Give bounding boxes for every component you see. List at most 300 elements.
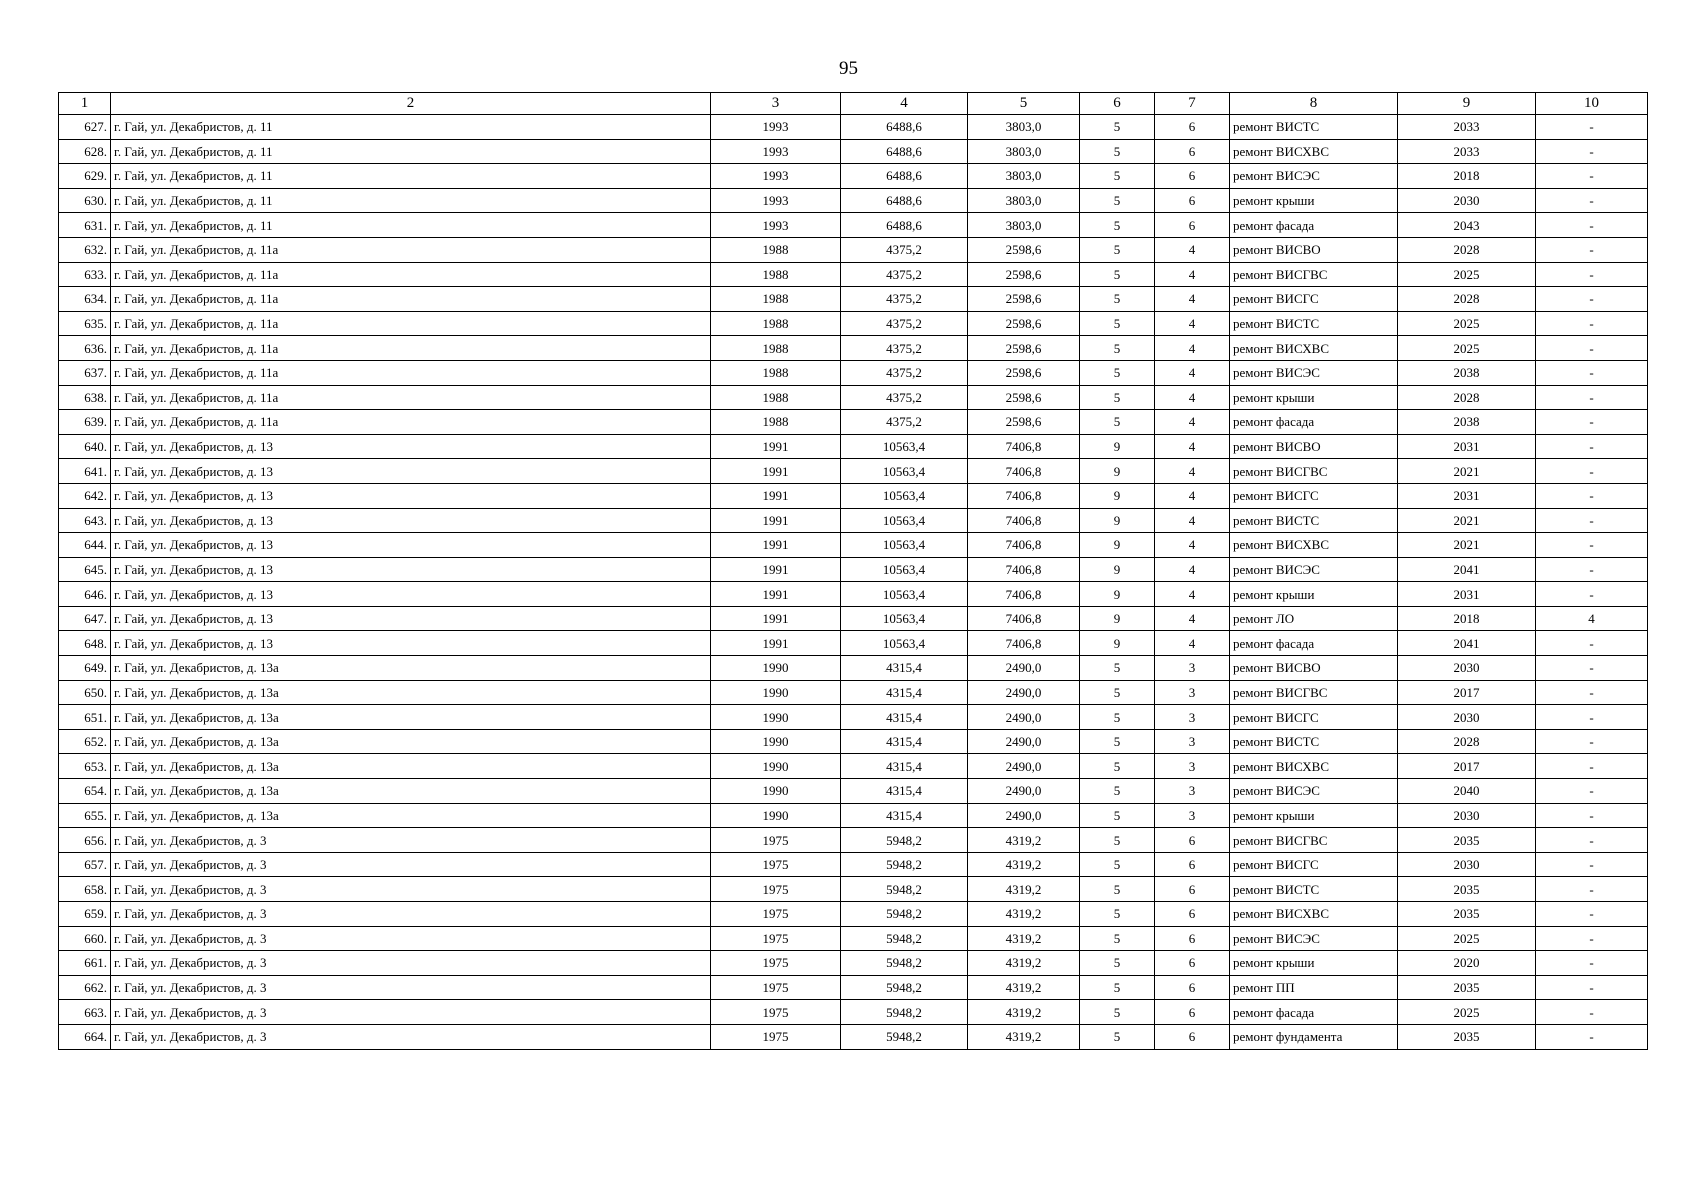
table-row — [59, 926, 1648, 951]
extra-value-cell: - — [1536, 508, 1648, 533]
entrances-cell: 4 — [1155, 262, 1230, 287]
planned-year-cell: 2035 — [1398, 902, 1536, 927]
living-area-cell: 2490,0 — [968, 803, 1080, 828]
build-year-cell: 1991 — [711, 631, 841, 656]
planned-year-cell: 2020 — [1398, 951, 1536, 976]
column-header: 2 — [111, 93, 711, 115]
address-cell: г. Гай, ул. Декабристов, д. 13а — [111, 705, 711, 730]
extra-value-cell: - — [1536, 1000, 1648, 1025]
work-type-cell: ремонт ВИСВО — [1230, 656, 1398, 681]
address-cell: г. Гай, ул. Декабристов, д. 11а — [111, 360, 711, 385]
extra-value-cell: - — [1536, 188, 1648, 213]
build-year-cell: 1993 — [711, 213, 841, 238]
total-area-cell: 4375,2 — [841, 287, 968, 312]
floors-cell: 5 — [1080, 311, 1155, 336]
table-row — [59, 483, 1648, 508]
planned-year-cell: 2030 — [1398, 803, 1536, 828]
column-header: 1 — [59, 93, 111, 115]
total-area-cell: 5948,2 — [841, 828, 968, 853]
address-cell: г. Гай, ул. Декабристов, д. 13 — [111, 434, 711, 459]
extra-value-cell: - — [1536, 754, 1648, 779]
floors-cell: 5 — [1080, 828, 1155, 853]
table-row — [59, 336, 1648, 361]
build-year-cell: 1991 — [711, 557, 841, 582]
living-area-cell: 3803,0 — [968, 188, 1080, 213]
extra-value-cell: - — [1536, 705, 1648, 730]
table-row — [59, 139, 1648, 164]
entrances-cell: 4 — [1155, 606, 1230, 631]
table-row — [59, 951, 1648, 976]
extra-value-cell: - — [1536, 975, 1648, 1000]
column-header: 5 — [968, 93, 1080, 115]
row-number-cell: 646. — [59, 582, 111, 607]
address-cell: г. Гай, ул. Декабристов, д. 11а — [111, 410, 711, 435]
floors-cell: 9 — [1080, 582, 1155, 607]
row-number-cell: 643. — [59, 508, 111, 533]
extra-value-cell: - — [1536, 336, 1648, 361]
work-type-cell: ремонт ВИСТС — [1230, 311, 1398, 336]
living-area-cell: 4319,2 — [968, 828, 1080, 853]
work-type-cell: ремонт ВИСТС — [1230, 877, 1398, 902]
work-type-cell: ремонт ВИСВО — [1230, 237, 1398, 262]
extra-value-cell: - — [1536, 582, 1648, 607]
repair-schedule-table — [58, 92, 1648, 1050]
entrances-cell: 3 — [1155, 705, 1230, 730]
work-type-cell: ремонт фасада — [1230, 631, 1398, 656]
build-year-cell: 1991 — [711, 434, 841, 459]
work-type-cell: ремонт ВИСГС — [1230, 287, 1398, 312]
entrances-cell: 4 — [1155, 385, 1230, 410]
address-cell: г. Гай, ул. Декабристов, д. 3 — [111, 877, 711, 902]
build-year-cell: 1988 — [711, 287, 841, 312]
address-cell: г. Гай, ул. Декабристов, д. 3 — [111, 975, 711, 1000]
work-type-cell: ремонт ВИСХВС — [1230, 139, 1398, 164]
work-type-cell: ремонт крыши — [1230, 385, 1398, 410]
living-area-cell: 7406,8 — [968, 508, 1080, 533]
entrances-cell: 6 — [1155, 1000, 1230, 1025]
living-area-cell: 3803,0 — [968, 139, 1080, 164]
entrances-cell: 6 — [1155, 926, 1230, 951]
row-number-cell: 633. — [59, 262, 111, 287]
address-cell: г. Гай, ул. Декабристов, д. 13а — [111, 803, 711, 828]
row-number-cell: 658. — [59, 877, 111, 902]
work-type-cell: ремонт фасада — [1230, 410, 1398, 435]
extra-value-cell: - — [1536, 951, 1648, 976]
build-year-cell: 1988 — [711, 385, 841, 410]
extra-value-cell: - — [1536, 139, 1648, 164]
row-number-cell: 660. — [59, 926, 111, 951]
address-cell: г. Гай, ул. Декабристов, д. 13 — [111, 557, 711, 582]
table-row — [59, 803, 1648, 828]
build-year-cell: 1975 — [711, 1024, 841, 1049]
work-type-cell: ремонт ВИСЭС — [1230, 557, 1398, 582]
build-year-cell: 1991 — [711, 483, 841, 508]
table-row — [59, 729, 1648, 754]
build-year-cell: 1990 — [711, 729, 841, 754]
build-year-cell: 1993 — [711, 164, 841, 189]
work-type-cell: ремонт ВИСЭС — [1230, 779, 1398, 804]
row-number-cell: 661. — [59, 951, 111, 976]
row-number-cell: 635. — [59, 311, 111, 336]
floors-cell: 5 — [1080, 705, 1155, 730]
address-cell: г. Гай, ул. Декабристов, д. 13 — [111, 582, 711, 607]
page-number: 95 — [839, 58, 858, 79]
build-year-cell: 1988 — [711, 237, 841, 262]
planned-year-cell: 2041 — [1398, 631, 1536, 656]
entrances-cell: 4 — [1155, 360, 1230, 385]
total-area-cell: 10563,4 — [841, 557, 968, 582]
entrances-cell: 4 — [1155, 557, 1230, 582]
table-row — [59, 557, 1648, 582]
extra-value-cell: - — [1536, 164, 1648, 189]
address-cell: г. Гай, ул. Декабристов, д. 13а — [111, 656, 711, 681]
planned-year-cell: 2035 — [1398, 828, 1536, 853]
entrances-cell: 4 — [1155, 483, 1230, 508]
living-area-cell: 4319,2 — [968, 1000, 1080, 1025]
table-row — [59, 705, 1648, 730]
living-area-cell: 4319,2 — [968, 951, 1080, 976]
row-number-cell: 653. — [59, 754, 111, 779]
living-area-cell: 2490,0 — [968, 656, 1080, 681]
work-type-cell: ремонт ВИСТС — [1230, 729, 1398, 754]
extra-value-cell: - — [1536, 1024, 1648, 1049]
floors-cell: 9 — [1080, 533, 1155, 558]
work-type-cell: ремонт ВИСГС — [1230, 483, 1398, 508]
row-number-cell: 634. — [59, 287, 111, 312]
living-area-cell: 7406,8 — [968, 557, 1080, 582]
total-area-cell: 10563,4 — [841, 459, 968, 484]
table-row — [59, 656, 1648, 681]
address-cell: г. Гай, ул. Декабристов, д. 11 — [111, 139, 711, 164]
total-area-cell: 4315,4 — [841, 656, 968, 681]
extra-value-cell: - — [1536, 237, 1648, 262]
living-area-cell: 7406,8 — [968, 483, 1080, 508]
work-type-cell: ремонт ВИСВО — [1230, 434, 1398, 459]
planned-year-cell: 2030 — [1398, 852, 1536, 877]
total-area-cell: 5948,2 — [841, 1024, 968, 1049]
living-area-cell: 3803,0 — [968, 164, 1080, 189]
entrances-cell: 6 — [1155, 139, 1230, 164]
build-year-cell: 1991 — [711, 459, 841, 484]
living-area-cell: 2490,0 — [968, 705, 1080, 730]
planned-year-cell: 2035 — [1398, 877, 1536, 902]
entrances-cell: 3 — [1155, 656, 1230, 681]
planned-year-cell: 2043 — [1398, 213, 1536, 238]
entrances-cell: 4 — [1155, 410, 1230, 435]
column-header: 10 — [1536, 93, 1648, 115]
build-year-cell: 1991 — [711, 582, 841, 607]
floors-cell: 5 — [1080, 115, 1155, 140]
floors-cell: 5 — [1080, 139, 1155, 164]
planned-year-cell: 2033 — [1398, 115, 1536, 140]
build-year-cell: 1990 — [711, 705, 841, 730]
floors-cell: 5 — [1080, 680, 1155, 705]
row-number-cell: 664. — [59, 1024, 111, 1049]
row-number-cell: 642. — [59, 483, 111, 508]
address-cell: г. Гай, ул. Декабристов, д. 3 — [111, 926, 711, 951]
planned-year-cell: 2031 — [1398, 483, 1536, 508]
row-number-cell: 663. — [59, 1000, 111, 1025]
row-number-cell: 645. — [59, 557, 111, 582]
entrances-cell: 4 — [1155, 311, 1230, 336]
planned-year-cell: 2031 — [1398, 434, 1536, 459]
table-row — [59, 188, 1648, 213]
address-cell: г. Гай, ул. Декабристов, д. 13а — [111, 729, 711, 754]
work-type-cell: ремонт крыши — [1230, 582, 1398, 607]
extra-value-cell: - — [1536, 656, 1648, 681]
table-row — [59, 385, 1648, 410]
planned-year-cell: 2030 — [1398, 705, 1536, 730]
row-number-cell: 652. — [59, 729, 111, 754]
header-row — [59, 93, 1648, 115]
table-row — [59, 508, 1648, 533]
address-cell: г. Гай, ул. Декабристов, д. 13 — [111, 606, 711, 631]
extra-value-cell: - — [1536, 557, 1648, 582]
entrances-cell: 4 — [1155, 631, 1230, 656]
total-area-cell: 4375,2 — [841, 385, 968, 410]
column-header: 9 — [1398, 93, 1536, 115]
table-row — [59, 754, 1648, 779]
row-number-cell: 655. — [59, 803, 111, 828]
work-type-cell: ремонт ВИСГВС — [1230, 680, 1398, 705]
planned-year-cell: 2025 — [1398, 311, 1536, 336]
row-number-cell: 632. — [59, 237, 111, 262]
planned-year-cell: 2028 — [1398, 729, 1536, 754]
address-cell: г. Гай, ул. Декабристов, д. 13а — [111, 680, 711, 705]
table-row — [59, 852, 1648, 877]
address-cell: г. Гай, ул. Декабристов, д. 11 — [111, 188, 711, 213]
planned-year-cell: 2041 — [1398, 557, 1536, 582]
address-cell: г. Гай, ул. Декабристов, д. 13а — [111, 754, 711, 779]
work-type-cell: ремонт крыши — [1230, 803, 1398, 828]
total-area-cell: 4375,2 — [841, 360, 968, 385]
living-area-cell: 3803,0 — [968, 115, 1080, 140]
entrances-cell: 6 — [1155, 852, 1230, 877]
work-type-cell: ремонт ЛО — [1230, 606, 1398, 631]
total-area-cell: 5948,2 — [841, 951, 968, 976]
total-area-cell: 4375,2 — [841, 336, 968, 361]
total-area-cell: 10563,4 — [841, 508, 968, 533]
total-area-cell: 4315,4 — [841, 754, 968, 779]
planned-year-cell: 2035 — [1398, 975, 1536, 1000]
work-type-cell: ремонт ВИСГВС — [1230, 459, 1398, 484]
extra-value-cell: - — [1536, 779, 1648, 804]
planned-year-cell: 2017 — [1398, 754, 1536, 779]
row-number-cell: 647. — [59, 606, 111, 631]
work-type-cell: ремонт ВИСГВС — [1230, 262, 1398, 287]
table-row — [59, 360, 1648, 385]
work-type-cell: ремонт фундамента — [1230, 1024, 1398, 1049]
address-cell: г. Гай, ул. Декабристов, д. 13 — [111, 533, 711, 558]
extra-value-cell: - — [1536, 213, 1648, 238]
build-year-cell: 1975 — [711, 975, 841, 1000]
total-area-cell: 6488,6 — [841, 213, 968, 238]
column-header: 7 — [1155, 93, 1230, 115]
row-number-cell: 649. — [59, 656, 111, 681]
living-area-cell: 7406,8 — [968, 582, 1080, 607]
entrances-cell: 4 — [1155, 287, 1230, 312]
table-row — [59, 533, 1648, 558]
floors-cell: 5 — [1080, 656, 1155, 681]
extra-value-cell: - — [1536, 434, 1648, 459]
build-year-cell: 1993 — [711, 115, 841, 140]
address-cell: г. Гай, ул. Декабристов, д. 13а — [111, 779, 711, 804]
living-area-cell: 3803,0 — [968, 213, 1080, 238]
work-type-cell: ремонт крыши — [1230, 951, 1398, 976]
floors-cell: 5 — [1080, 1000, 1155, 1025]
table-row — [59, 828, 1648, 853]
entrances-cell: 3 — [1155, 754, 1230, 779]
total-area-cell: 5948,2 — [841, 877, 968, 902]
living-area-cell: 4319,2 — [968, 877, 1080, 902]
total-area-cell: 5948,2 — [841, 902, 968, 927]
entrances-cell: 6 — [1155, 188, 1230, 213]
planned-year-cell: 2021 — [1398, 508, 1536, 533]
column-header: 6 — [1080, 93, 1155, 115]
address-cell: г. Гай, ул. Декабристов, д. 11а — [111, 262, 711, 287]
floors-cell: 9 — [1080, 434, 1155, 459]
extra-value-cell: - — [1536, 115, 1648, 140]
build-year-cell: 1988 — [711, 311, 841, 336]
address-cell: г. Гай, ул. Декабристов, д. 11 — [111, 213, 711, 238]
work-type-cell: ремонт ВИСХВС — [1230, 754, 1398, 779]
total-area-cell: 4375,2 — [841, 311, 968, 336]
address-cell: г. Гай, ул. Декабристов, д. 3 — [111, 1000, 711, 1025]
table-row — [59, 287, 1648, 312]
row-number-cell: 644. — [59, 533, 111, 558]
address-cell: г. Гай, ул. Декабристов, д. 11 — [111, 164, 711, 189]
address-cell: г. Гай, ул. Декабристов, д. 3 — [111, 902, 711, 927]
address-cell: г. Гай, ул. Декабристов, д. 11 — [111, 115, 711, 140]
total-area-cell: 6488,6 — [841, 115, 968, 140]
living-area-cell: 2490,0 — [968, 779, 1080, 804]
build-year-cell: 1988 — [711, 262, 841, 287]
row-number-cell: 630. — [59, 188, 111, 213]
floors-cell: 5 — [1080, 729, 1155, 754]
address-cell: г. Гай, ул. Декабристов, д. 13 — [111, 508, 711, 533]
extra-value-cell: - — [1536, 287, 1648, 312]
table-row — [59, 237, 1648, 262]
row-number-cell: 648. — [59, 631, 111, 656]
table-row — [59, 213, 1648, 238]
entrances-cell: 4 — [1155, 237, 1230, 262]
row-number-cell: 636. — [59, 336, 111, 361]
address-cell: г. Гай, ул. Декабристов, д. 3 — [111, 951, 711, 976]
row-number-cell: 650. — [59, 680, 111, 705]
table-row — [59, 631, 1648, 656]
row-number-cell: 638. — [59, 385, 111, 410]
table-body — [59, 115, 1648, 1050]
extra-value-cell: - — [1536, 385, 1648, 410]
address-cell: г. Гай, ул. Декабристов, д. 13 — [111, 459, 711, 484]
floors-cell: 5 — [1080, 902, 1155, 927]
entrances-cell: 6 — [1155, 975, 1230, 1000]
floors-cell: 5 — [1080, 951, 1155, 976]
entrances-cell: 4 — [1155, 508, 1230, 533]
build-year-cell: 1975 — [711, 877, 841, 902]
living-area-cell: 2598,6 — [968, 237, 1080, 262]
build-year-cell: 1990 — [711, 754, 841, 779]
work-type-cell: ремонт ВИСХВС — [1230, 533, 1398, 558]
row-number-cell: 637. — [59, 360, 111, 385]
table-row — [59, 1000, 1648, 1025]
planned-year-cell: 2030 — [1398, 656, 1536, 681]
table-row — [59, 877, 1648, 902]
entrances-cell: 3 — [1155, 729, 1230, 754]
extra-value-cell: - — [1536, 360, 1648, 385]
table-row — [59, 410, 1648, 435]
build-year-cell: 1991 — [711, 508, 841, 533]
work-type-cell: ремонт фасада — [1230, 213, 1398, 238]
living-area-cell: 4319,2 — [968, 1024, 1080, 1049]
address-cell: г. Гай, ул. Декабристов, д. 3 — [111, 828, 711, 853]
floors-cell: 5 — [1080, 410, 1155, 435]
total-area-cell: 4315,4 — [841, 729, 968, 754]
column-header: 4 — [841, 93, 968, 115]
total-area-cell: 10563,4 — [841, 434, 968, 459]
build-year-cell: 1975 — [711, 852, 841, 877]
build-year-cell: 1991 — [711, 606, 841, 631]
living-area-cell: 7406,8 — [968, 434, 1080, 459]
extra-value-cell: - — [1536, 877, 1648, 902]
floors-cell: 9 — [1080, 606, 1155, 631]
build-year-cell: 1990 — [711, 779, 841, 804]
table-row — [59, 311, 1648, 336]
planned-year-cell: 2033 — [1398, 139, 1536, 164]
extra-value-cell: - — [1536, 262, 1648, 287]
table-row — [59, 902, 1648, 927]
row-number-cell: 656. — [59, 828, 111, 853]
table-row — [59, 606, 1648, 631]
extra-value-cell: - — [1536, 680, 1648, 705]
planned-year-cell: 2025 — [1398, 1000, 1536, 1025]
row-number-cell: 651. — [59, 705, 111, 730]
living-area-cell: 7406,8 — [968, 533, 1080, 558]
total-area-cell: 4315,4 — [841, 803, 968, 828]
living-area-cell: 2598,6 — [968, 360, 1080, 385]
extra-value-cell: 4 — [1536, 606, 1648, 631]
total-area-cell: 10563,4 — [841, 533, 968, 558]
living-area-cell: 4319,2 — [968, 902, 1080, 927]
living-area-cell: 7406,8 — [968, 606, 1080, 631]
extra-value-cell: - — [1536, 311, 1648, 336]
address-cell: г. Гай, ул. Декабристов, д. 11а — [111, 385, 711, 410]
living-area-cell: 2598,6 — [968, 262, 1080, 287]
floors-cell: 5 — [1080, 336, 1155, 361]
total-area-cell: 4375,2 — [841, 410, 968, 435]
planned-year-cell: 2030 — [1398, 188, 1536, 213]
table-row — [59, 115, 1648, 140]
planned-year-cell: 2035 — [1398, 1024, 1536, 1049]
extra-value-cell: - — [1536, 410, 1648, 435]
work-type-cell: ремонт ВИСТС — [1230, 115, 1398, 140]
floors-cell: 5 — [1080, 877, 1155, 902]
planned-year-cell: 2038 — [1398, 410, 1536, 435]
total-area-cell: 4375,2 — [841, 237, 968, 262]
planned-year-cell: 2018 — [1398, 606, 1536, 631]
work-type-cell: ремонт ВИСЭС — [1230, 164, 1398, 189]
extra-value-cell: - — [1536, 803, 1648, 828]
entrances-cell: 6 — [1155, 902, 1230, 927]
entrances-cell: 6 — [1155, 828, 1230, 853]
floors-cell: 5 — [1080, 164, 1155, 189]
table-row — [59, 459, 1648, 484]
floors-cell: 9 — [1080, 631, 1155, 656]
address-cell: г. Гай, ул. Декабристов, д. 13 — [111, 483, 711, 508]
total-area-cell: 5948,2 — [841, 975, 968, 1000]
table-row — [59, 262, 1648, 287]
total-area-cell: 5948,2 — [841, 852, 968, 877]
